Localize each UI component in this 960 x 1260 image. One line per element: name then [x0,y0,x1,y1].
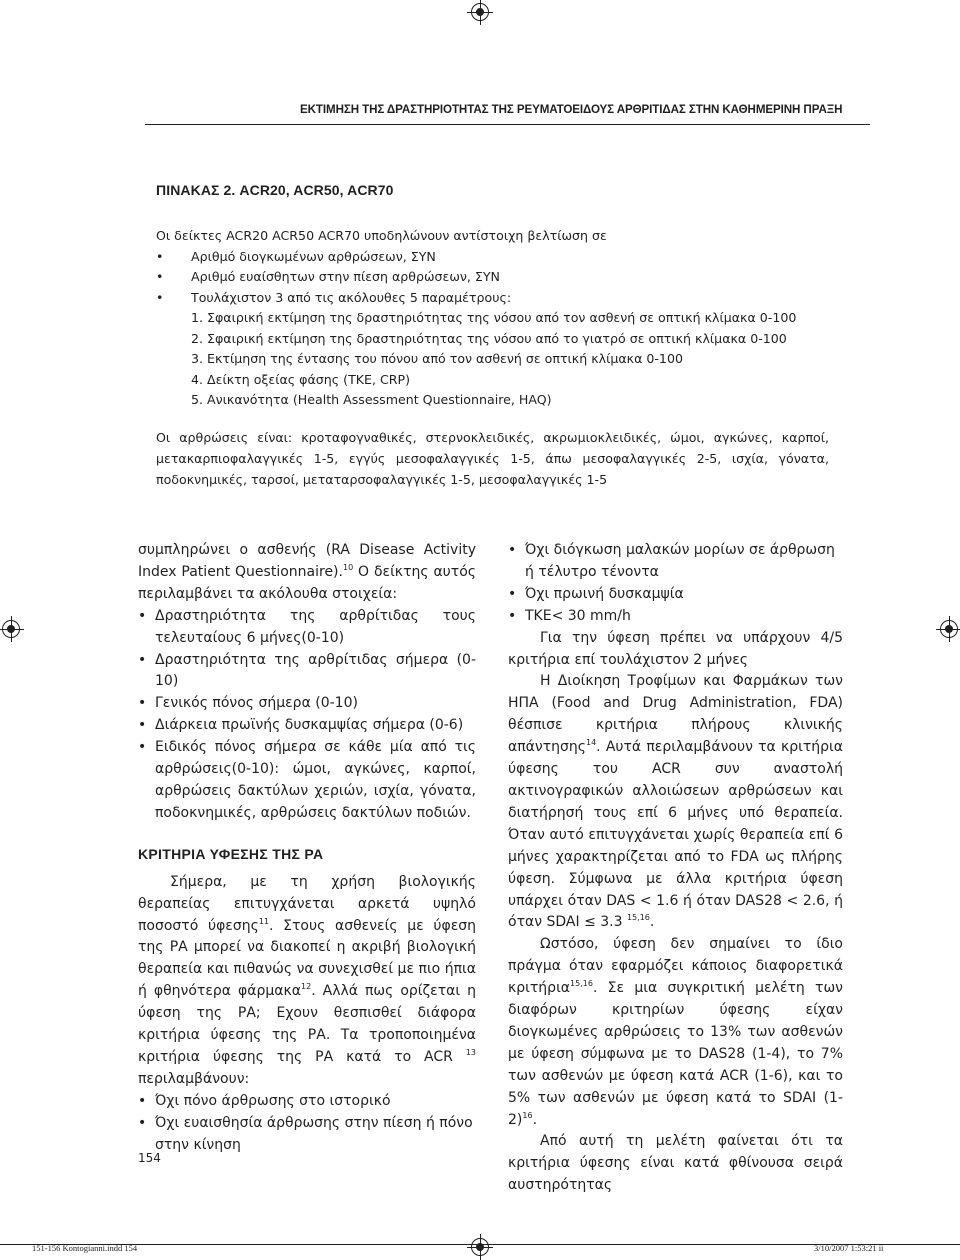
table-param: 2. Σφαιρική εκτίμηση της δραστηριότητας της νόσου από το γιατρό σε οπτική κλίμακα 0-100 [191,330,787,346]
list-item: • Διάρκεια πρωϊνής δυσκαμψίας σήμερα (0-6) [138,715,476,737]
table-title: ΠΙΝΑΚΑΣ 2. ACR20, ACR50, ACR70 [156,182,394,198]
table-param: 4. Δείκτη οξείας φάσης (ΤΚΕ, CRP) [191,371,411,387]
right-column [508,540,843,1197]
section-heading: ΚΡΙΤΗΡΙΑ ΥΦΕΣΗΣ ΤΗΣ ΡΑ [138,845,324,862]
table-joints-note: Οι αρθρώσεις είναι: κροταφογναθικές, στερνοκλειδικές, ακρωμιοκλειδικές, ώμοι, αγκώνες, καρποί, μετακαρπιοφαλαγγικές 1-5, εγγύς μεσοφαλαγγικές 1-5, άπω μεσοφαλαγγικές 2-5, ισχία, γόνατα, ποδοκνημικές, ταρσοί, μεταταρσοφαλαγγικές 1-5, μεσοφαλαγγικές 1-5 [156,430,829,487]
list-item: • Γενικός πόνος σήμερα (0-10) [138,693,476,715]
list-item: • Όχι διόγκωση μαλακών μορίων σε άρθρωση ή τέλυτρο τένοντα [508,540,843,584]
paragraph: Ωστόσο, ύφεση δεν σημαίνει το ίδιο πράγμα όταν εφαρμόζει κάποιος διαφορετικά κριτήρια$^{15,16}$. Σε μια συγκριτική μελέτη των διαφόρων κριτηρίων ύφεσης είχαν διογκωμένες αρθρώσεις το 13% των ασθενών με ύφεση σύμφωνα με το DAS28 (1-4), το 7% των ασθενών με ύφεση κατά ACR (1-6), και το 5% των ασθενών με ύφεση κατά το SDAI $(1-2)^{16}$. [508,936,843,1128]
reference-number: 10 [342,562,354,572]
table-bullet: • Αριθμό διογκωμένων αρθρώσεων, ΣΥΝ [156,247,846,268]
paragraph: Σήμερα, με τη χρήση βιολογικής θεραπείας επιτυγχάνεται αρκετά υψηλό ποσοστό ύφεσης$^{11}$. Στους ασθενείς με ύφεση της ΡΑ μπορεί να διακοπεί η ακριβή βιολογική θεραπεία και πιθανώς να συνεχισθεί με πιο ήπια ή φθηνότερα φάρμακα$^{12}$. Αλλά πως ορίζεται η ύφεση της ΡΑ; Εχουν θεσπισθεί διάφορα κριτήρια ύφεσης της ΡΑ. Τα τροποποιημένα κριτήρια ύφεσης της ΡΑ κατά το ACR $^{13}$ περιλαμβάνουν: [138,873,477,1087]
reference-number: 13 [465,1047,476,1057]
registration-mark-bottom-icon [471,1238,489,1256]
list-item: • Δραστηριότητα της αρθρίτιδας σήμερα (0-10) [138,650,476,694]
reference-number: 11 [258,916,270,926]
list-item: • Όχι πόνο άρθρωσης στο ιστορικό [138,1091,476,1113]
list-item: • Δραστηριότητα της αρθρίτιδας τους τελευταίους 6 μήνες(0-10) [138,606,476,650]
registration-mark-top-icon [471,3,489,21]
list-item: • Ειδικός πόνος σήμερα σε κάθε μία από τις αρθρώσεις(0-10): ώμοι, αγκώνες, καρποί, αρθρώσεις δακτύλων χεριών, ισχία, γόνατα, ποδοκνημικές, αρθρώσεις δακτύλων ποδιών. [138,737,476,825]
list-item: • ΤΚΕ< 30 mm/h [508,606,843,628]
header-rule [145,124,870,125]
reference-number: 12 [301,982,312,992]
table-intro: Οι δείκτες ACR20 ACR50 ACR70 υποδηλώνουν αντίστοιχη βελτίωση σε [156,228,607,243]
table-bullet: • Τουλάχιστον 3 από τις ακόλουθες 5 παραμέτρους: [156,288,846,309]
reference-number: 14 [585,738,597,748]
registration-mark-right-icon [940,620,958,638]
reference-number: 15,16 [570,979,593,989]
reference-number: 16 [522,1110,533,1120]
table-bullet: • Αριθμό ευαίσθητων στην πίεση αρθρώσεων, ΣΥΝ [156,267,846,288]
running-header: ΕΚΤΙΜΗΣΗ ΤΗΣ ΔΡΑΣΤΗΡΙΟΤΗΤΑΣ ΤΗΣ ΡΕΥΜΑΤΟΕΙΔΟΥΣ ΑΡΘΡΙΤΙΔΑΣ ΣΤΗΝ ΚΑΘΗΜΕΡΙΝΗ ΠΡΑΞΗ [300,103,843,116]
table-param: 5. Ανικανότητα (Health Assessment Questionnaire, HAQ) [191,392,552,407]
left-column [138,540,476,1156]
list-item: • Όχι πρωινή δυσκαμψία [508,584,843,606]
paragraph: συμπληρώνει ο ασθενής (RA Disease Activity Index Patient Questionnaire).$^{10}$ Ο δείκτης αυτός περιλαμβάνει τα ακόλουθα στοιχεία: [138,542,476,602]
list-item: • Όχι ευαισθησία άρθρωσης στην πίεση ή πόνο στην κίνηση [138,1113,476,1157]
reference-number: 15,16 [626,913,650,923]
paragraph: Για την ύφεση πρέπει να υπάρχουν 4/5 κριτήρια επί τουλάχιστον 2 μήνες [508,629,843,668]
footer-filename: 151-156 Kontogianni.indd 154 [32,1243,138,1253]
footer-timestamp: 3/10/2007 1:53:21 ii [814,1243,884,1253]
table-param: 1. Σφαιρική εκτίμηση της δραστηριότητας της νόσου από τον ασθενή σε οπτική κλίμακα 0-100 [191,310,797,325]
table-body [156,226,846,411]
paragraph: Από αυτή τη μελέτη φαίνεται ότι τα κριτήρια ύφεσης είναι κατά φθίνουσα σειρά αυστηρότητας [508,1133,843,1194]
table-param: 3. Εκτίμηση της έντασης του πόνου από τον ασθενή σε οπτική κλίμακα 0-100 [191,351,683,366]
paragraph: Η Διοίκηση Τροφίμων και Φαρμάκων των ΗΠΑ (Food and Drug Administration, FDA) θέσπισε κριτήρια πλήρους κλινικής απάντησης$^{14}$. Αυτά περιλαμβάνουν τα κριτήρια ύφεσης του ACR συν αναστολή ακτινογραφικών αλλοιώσεων αρθρώσεων και διατήρησή τους επί 6 μήνες υπό θεραπεία. Όταν αυτό επιτυγχάνεται χωρίς θεραπεία επί 6 μήνες χαρακτηρίζεται από το FDA ως πλήρης ύφεση. Σύμφωνα με άλλα κριτήρια ύφεση υπάρχει όταν DAS < 1.6 ή όταν DAS28 < 2.6, ή όταν SDAI ≤ 3.3 $^{15,16}$. [508,673,843,931]
page-number: 154 [138,1151,161,1165]
registration-mark-left-icon [2,620,20,638]
